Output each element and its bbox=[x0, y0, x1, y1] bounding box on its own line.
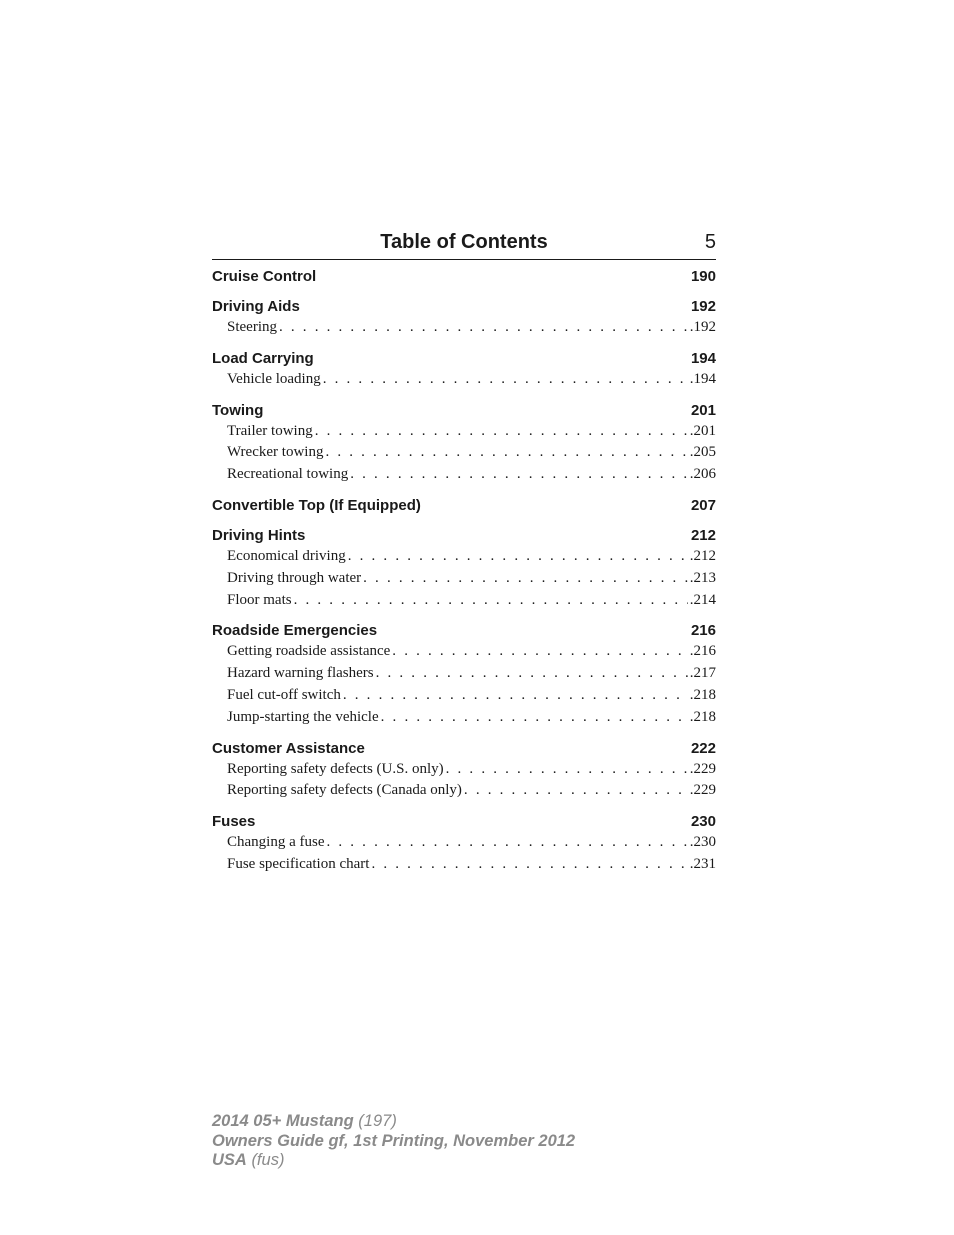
toc-entry[interactable] bbox=[227, 759, 716, 781]
toc-entry[interactable] bbox=[227, 464, 716, 486]
toc-entry-page: .214 bbox=[689, 591, 716, 608]
toc-entry-page: .216 bbox=[689, 643, 716, 660]
toc-entry[interactable] bbox=[227, 568, 716, 590]
dot-leader bbox=[371, 854, 687, 876]
toc-entry[interactable] bbox=[227, 832, 716, 854]
toc-section-page: 230 bbox=[690, 813, 716, 831]
toc-section bbox=[212, 296, 716, 339]
toc-entry-label: Floor mats bbox=[227, 591, 292, 608]
dot-leader bbox=[326, 832, 687, 854]
footer-market-code: (fus) bbox=[251, 1151, 285, 1169]
toc-section-page: 207 bbox=[690, 496, 716, 514]
toc-entry-label: Recreational towing bbox=[227, 466, 349, 483]
toc-entry-label: Economical driving bbox=[227, 547, 346, 564]
dot-leader bbox=[294, 590, 688, 612]
toc-entry-label: Fuel cut-off switch bbox=[227, 686, 341, 703]
toc-section-heading[interactable] bbox=[212, 495, 716, 516]
toc-entry-page: .217 bbox=[689, 665, 716, 682]
dot-leader bbox=[392, 641, 687, 663]
toc-section-title: Cruise Control bbox=[212, 268, 317, 285]
footer-line-1 bbox=[212, 1112, 575, 1132]
dot-leader bbox=[446, 759, 688, 781]
toc-section-page: 201 bbox=[690, 401, 716, 419]
toc-entry-label: Driving through water bbox=[227, 569, 362, 586]
toc-section bbox=[212, 738, 716, 803]
toc-entry-page: .205 bbox=[689, 444, 716, 461]
toc-entry-page: .206 bbox=[689, 466, 716, 483]
toc-section-title: Convertible Top (If Equipped) bbox=[212, 496, 421, 514]
toc-section-page: 192 bbox=[690, 298, 716, 315]
toc-section-page: 216 bbox=[690, 622, 716, 640]
toc-section-page: 222 bbox=[690, 739, 716, 757]
toc-section-title: Towing bbox=[212, 401, 264, 419]
toc-entry[interactable] bbox=[227, 663, 716, 685]
toc-entry-page: .229 bbox=[689, 782, 716, 799]
toc-entry-page: .192 bbox=[689, 319, 716, 335]
dot-leader bbox=[376, 663, 688, 685]
dot-leader bbox=[350, 464, 688, 486]
dot-leader bbox=[323, 369, 688, 391]
toc-entry[interactable] bbox=[227, 442, 716, 464]
dot-leader bbox=[325, 442, 687, 464]
toc-section-title: Customer Assistance bbox=[212, 739, 365, 757]
toc-entry[interactable] bbox=[227, 421, 716, 443]
toc-section-title: Roadside Emergencies bbox=[212, 622, 378, 640]
toc-section bbox=[212, 620, 716, 728]
toc-section-heading[interactable] bbox=[212, 738, 716, 759]
toc-entry-label: Trailer towing bbox=[227, 422, 313, 439]
toc-section bbox=[212, 400, 716, 486]
toc-entry-label: Reporting safety defects (U.S. only) bbox=[227, 760, 444, 777]
footer-model: 2014 05+ Mustang bbox=[212, 1112, 354, 1130]
toc-entry-page: .229 bbox=[689, 760, 716, 777]
toc-entry[interactable] bbox=[227, 317, 716, 339]
toc-entry-page: .194 bbox=[689, 370, 716, 387]
toc-section-heading[interactable] bbox=[212, 620, 716, 641]
dot-leader bbox=[279, 317, 688, 339]
toc-entry-page: .212 bbox=[689, 547, 716, 564]
footer-model-code: (197) bbox=[358, 1112, 397, 1130]
dot-leader bbox=[381, 707, 688, 729]
toc-section-page: 194 bbox=[690, 349, 716, 367]
toc-entry-page: .230 bbox=[689, 834, 716, 851]
dot-leader bbox=[363, 568, 688, 590]
toc-section-heading[interactable] bbox=[212, 266, 716, 287]
toc-entry[interactable] bbox=[227, 590, 716, 612]
toc-entry[interactable] bbox=[227, 780, 716, 802]
toc-entry-page: .201 bbox=[689, 422, 716, 439]
toc-section-title: Driving Aids bbox=[212, 298, 300, 315]
page-header bbox=[212, 228, 716, 260]
toc-entry-label: Getting roadside assistance bbox=[227, 643, 391, 660]
toc-entry-page: .218 bbox=[689, 708, 716, 725]
toc-section bbox=[212, 348, 716, 391]
toc-entry[interactable] bbox=[227, 685, 716, 707]
toc-section-heading[interactable] bbox=[212, 400, 716, 421]
toc-section bbox=[212, 495, 716, 516]
toc-entry[interactable] bbox=[227, 641, 716, 663]
toc-entry-label: Reporting safety defects (Canada only) bbox=[227, 782, 462, 799]
toc-entry-label: Vehicle loading bbox=[227, 370, 321, 387]
toc-section bbox=[212, 525, 716, 611]
page-title: Table of Contents bbox=[380, 231, 548, 253]
toc-entry[interactable] bbox=[227, 546, 716, 568]
toc-entry-page: .218 bbox=[689, 686, 716, 703]
toc-section-page: 190 bbox=[690, 268, 716, 285]
footer-line-3 bbox=[212, 1151, 575, 1171]
toc-section bbox=[212, 266, 716, 287]
toc-section-heading[interactable] bbox=[212, 348, 716, 369]
dot-leader bbox=[348, 546, 688, 568]
toc-entry[interactable] bbox=[227, 707, 716, 729]
footer-line-2: Owners Guide gf, 1st Printing, November 2012 bbox=[212, 1131, 576, 1150]
toc-section-title: Load Carrying bbox=[212, 349, 314, 367]
toc-section-title: Fuses bbox=[212, 813, 256, 831]
page-number: 5 bbox=[704, 231, 716, 253]
footer-market: USA bbox=[212, 1151, 247, 1169]
dot-leader bbox=[343, 685, 688, 707]
dot-leader bbox=[315, 421, 688, 443]
toc-entry-label: Changing a fuse bbox=[227, 834, 325, 851]
toc-section-heading[interactable] bbox=[212, 811, 716, 832]
toc-section-page: 212 bbox=[690, 526, 716, 544]
toc-section bbox=[212, 811, 716, 876]
toc-entry-page: .213 bbox=[689, 569, 716, 586]
page-footer bbox=[212, 1112, 575, 1171]
dot-leader bbox=[464, 780, 688, 802]
table-of-contents bbox=[212, 266, 716, 885]
toc-entry-label: Hazard warning flashers bbox=[227, 665, 374, 682]
toc-entry-label: Steering bbox=[227, 319, 277, 335]
toc-section-title: Driving Hints bbox=[212, 526, 306, 544]
toc-entry-page: .231 bbox=[689, 855, 716, 872]
toc-entry-label: Jump-starting the vehicle bbox=[227, 708, 379, 725]
toc-entry-label: Wrecker towing bbox=[227, 444, 324, 461]
toc-section-heading[interactable] bbox=[212, 525, 716, 546]
toc-entry[interactable] bbox=[227, 369, 716, 391]
toc-section-heading[interactable] bbox=[212, 296, 716, 317]
toc-entry[interactable] bbox=[227, 854, 716, 876]
toc-entry-label: Fuse specification chart bbox=[227, 855, 370, 872]
